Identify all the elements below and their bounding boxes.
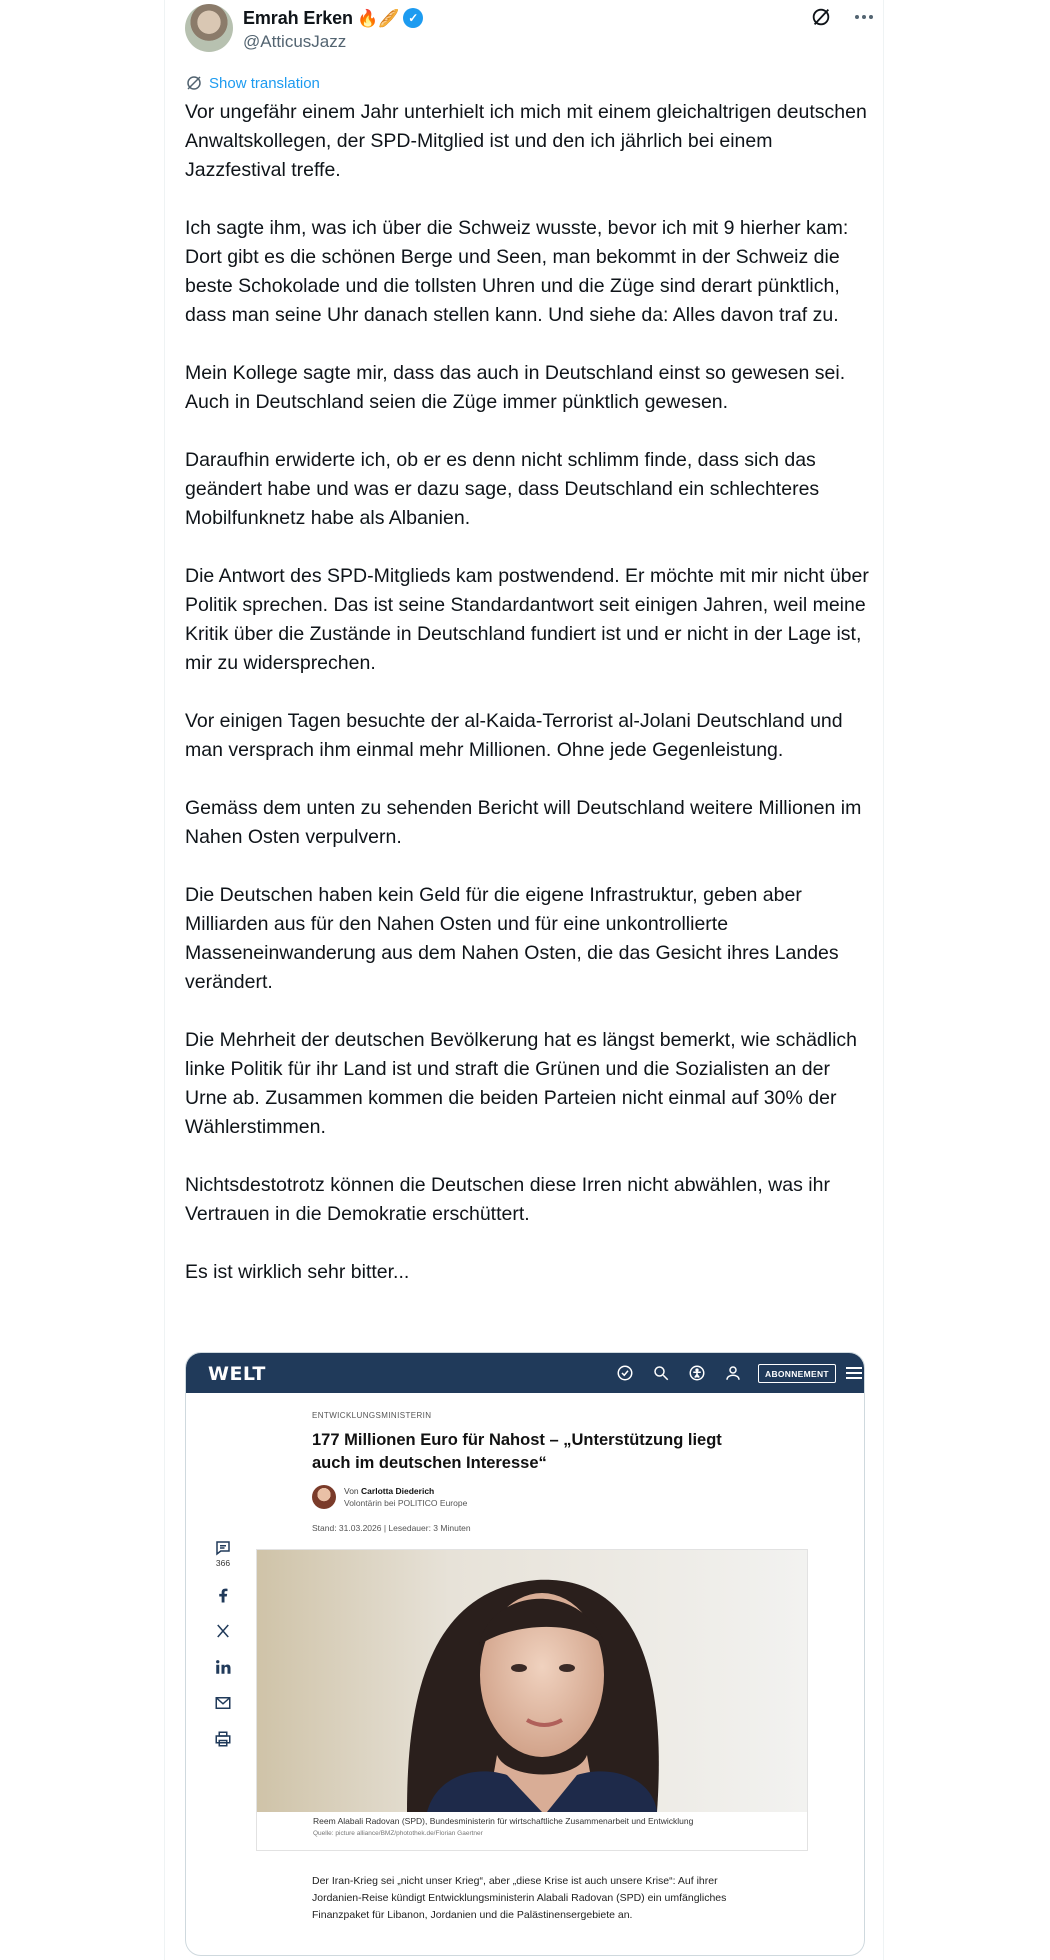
photo-caption: Reem Alabali Radovan (SPD), Bundesministerin für wirtschaftliche Zusammenarbeit und Entwicklung bbox=[313, 1816, 694, 1826]
tweet-paragraph: Vor einigen Tagen besuchte der al-Kaida-Terrorist al-Jolani Deutschland und man versprach ihm einmal mehr Millionen. Ohne jede Gegenleistung. bbox=[185, 710, 843, 761]
author-name[interactable]: Emrah Erken bbox=[243, 7, 353, 28]
menu-icon bbox=[846, 1367, 862, 1379]
article-kicker: ENTWICKLUNGSMINISTERIN bbox=[312, 1411, 432, 1420]
welt-logo: WELT bbox=[208, 1363, 266, 1385]
verified-badge-icon: ✓ bbox=[403, 8, 423, 28]
show-translation-link[interactable] bbox=[185, 74, 320, 92]
comment-icon bbox=[214, 1539, 232, 1557]
photo-source: Quelle: picture alliance/BMZ/photothek.de/Florian Gaertner bbox=[313, 1830, 483, 1837]
tweet-text bbox=[185, 98, 875, 1287]
article-photo-frame bbox=[256, 1549, 808, 1851]
author-photo bbox=[312, 1485, 336, 1509]
byline-prefix: Von bbox=[344, 1486, 359, 1496]
article-byline bbox=[344, 1486, 434, 1496]
article-photo bbox=[257, 1550, 807, 1812]
article-author-role: Volontärin bei POLITICO Europe bbox=[344, 1498, 468, 1508]
article-author: Carlotta Diederich bbox=[361, 1486, 435, 1496]
welt-navbar bbox=[186, 1353, 865, 1393]
article-meta: Stand: 31.03.2026 | Lesedauer: 3 Minuten bbox=[312, 1523, 471, 1533]
show-translation-label: Show translation bbox=[209, 74, 320, 92]
subscribe-button: ABONNEMENT bbox=[758, 1364, 836, 1383]
mail-share bbox=[208, 1694, 238, 1712]
accessibility-icon bbox=[688, 1364, 706, 1382]
attached-image[interactable] bbox=[185, 1352, 865, 1956]
author-emoji: 🔥🥖 bbox=[356, 8, 400, 28]
avatar[interactable] bbox=[185, 4, 233, 52]
grok-icon[interactable] bbox=[810, 6, 832, 28]
linkedin-icon bbox=[214, 1658, 232, 1676]
tweet-paragraph: Mein Kollege sagte mir, dass das auch in Deutschland einst so gewesen sei. Auch in Deutschland seien die Züge immer pünktlich gewesen. bbox=[185, 362, 846, 413]
tweet-paragraph: Die Deutschen haben kein Geld für die eigene Infrastruktur, geben aber Milliarden aus für den Nahen Osten und für eine unkontrollierte Masseneinwanderung aus dem Nahen Osten, die das Gesicht ihres Landes verändert. bbox=[185, 884, 839, 993]
author-handle[interactable]: @AtticusJazz bbox=[243, 32, 347, 51]
article-headline: 177 Millionen Euro für Nahost – „Unterstützung liegt auch im deutschen Interesse“ bbox=[312, 1431, 722, 1472]
article-lead: Der Iran-Krieg sei „nicht unser Krieg“, aber „diese Krise ist auch unsere Krise“: Auf ihrer Jordanien-Reise kündigt Entwicklungsministerin Alabali Radovan (SPD) ein umfängliches Finanzpaket für Libanon, Jordanien und die Palästinensergebiete an. bbox=[312, 1875, 727, 1921]
tweet-paragraph: Ich sagte ihm, was ich über die Schweiz wusste, bevor ich mit 9 hierher kam: Dort gibt es die schönen Berge und Seen, man bekommt in der Schweiz die beste Schokolade und die tollsten Uhren und die Züge sind derart pünktlich, dass man seine Uhr danach stellen kann. Und siehe da: Alles davon traf zu. bbox=[185, 217, 849, 326]
x-share bbox=[208, 1622, 238, 1640]
facebook-icon bbox=[214, 1586, 232, 1604]
tweet-paragraph: Die Antwort des SPD-Mitglieds kam postwendend. Er möchte mit mir nicht über Politik sprechen. Das ist seine Standardantwort seit einigen Jahren, weil meine Kritik über die Zustände in Deutschland fundiert ist und er nicht in der Lage ist, mir zu widersprechen. bbox=[185, 565, 869, 674]
tweet-paragraph: Nichtsdestotrotz können die Deutschen diese Irren nicht abwählen, was ihr Vertrauen in die Demokratie erschüttert. bbox=[185, 1174, 830, 1225]
author-name-row bbox=[243, 6, 423, 30]
tweet-paragraph: Die Mehrheit der deutschen Bevölkerung hat es längst bemerkt, wie schädlich linke Politik für ihr Land ist und straft die Grünen und die Sozialisten an der Urne ab. Zusammen kommen die beiden Parteien nicht einmal auf 30% der Wählerstimmen. bbox=[185, 1029, 858, 1138]
tweet-paragraph: Vor ungefähr einem Jahr unterhielt ich mich mit einem gleichaltrigen deutschen Anwaltskollegen, der SPD-Mitglied ist und den ich jährlich bei einem Jazzfestival treffe. bbox=[185, 101, 867, 181]
mail-icon bbox=[214, 1694, 232, 1712]
more-icon[interactable] bbox=[853, 6, 875, 28]
comments-tool bbox=[208, 1539, 238, 1568]
print-share bbox=[208, 1730, 238, 1748]
x-icon bbox=[214, 1622, 232, 1640]
tweet-column bbox=[164, 0, 884, 1960]
search-icon bbox=[652, 1364, 670, 1382]
translate-icon bbox=[185, 74, 203, 92]
tweet-paragraph: Es ist wirklich sehr bitter... bbox=[185, 1261, 410, 1283]
comment-count: 366 bbox=[215, 1558, 231, 1568]
tweet-paragraph: Daraufhin erwiderte ich, ob er es denn nicht schlimm finde, dass sich das geändert habe und was er dazu sage, dass Deutschland ein schlechteres Mobilfunknetz habe als Albanien. bbox=[185, 449, 820, 529]
user-icon bbox=[724, 1364, 742, 1382]
clock-icon bbox=[616, 1364, 634, 1382]
linkedin-share bbox=[208, 1658, 238, 1676]
print-icon bbox=[214, 1730, 232, 1748]
tweet-paragraph: Gemäss dem unten zu sehenden Bericht will Deutschland weitere Millionen im Nahen Osten verpulvern. bbox=[185, 797, 862, 848]
share-toolbar bbox=[208, 1539, 238, 1766]
facebook-share bbox=[208, 1586, 238, 1604]
